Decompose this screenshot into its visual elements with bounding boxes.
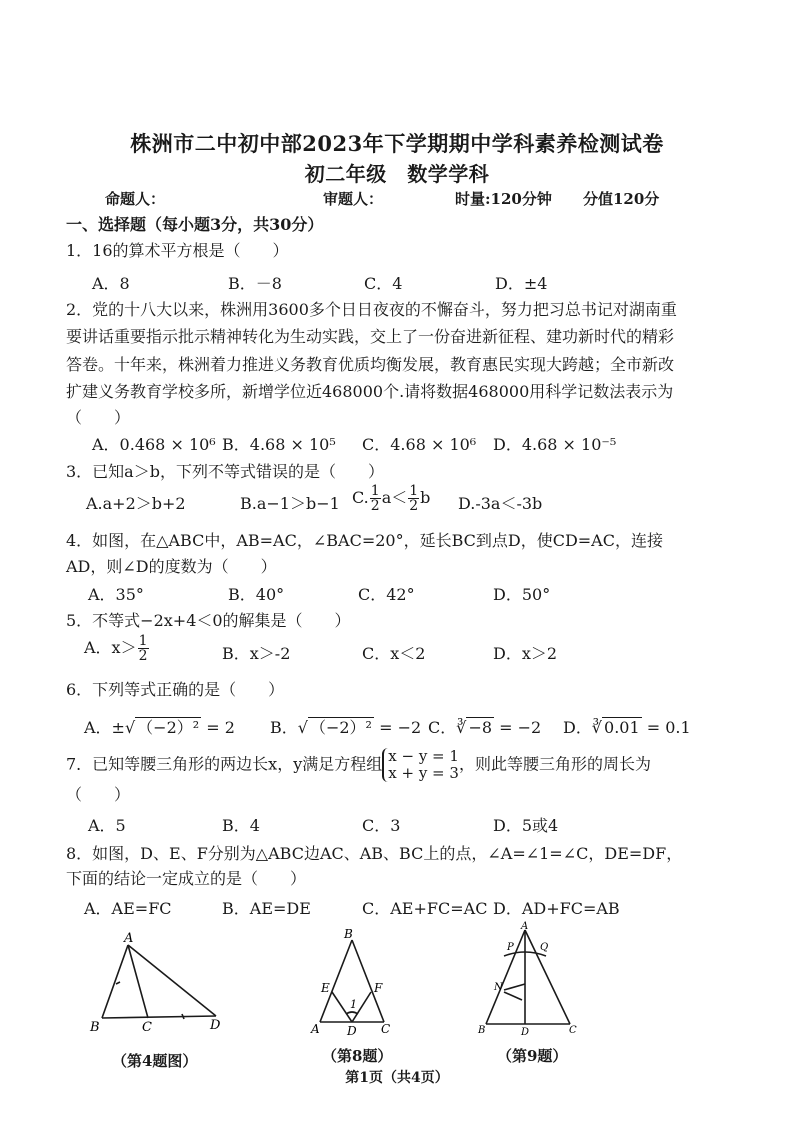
fig9-label-d: D <box>521 1027 530 1038</box>
fig4-base-bd <box>102 1016 216 1018</box>
fig9-label-b: B <box>478 1025 486 1036</box>
fig8-label-1: 1 <box>350 998 357 1011</box>
q1-option-d: D．±4 <box>495 274 548 293</box>
q6-stem: 6．下列等式正确的是（ ） <box>66 680 285 699</box>
fig4-caption: （第4题图） <box>112 1052 198 1070</box>
fig9-label-p: P <box>507 942 514 953</box>
fig8-label-d: D <box>347 1024 357 1037</box>
q7-option-d: D．5或4 <box>493 816 559 835</box>
fig4-side-ac <box>128 945 148 1018</box>
section-heading: 一、选择题（每小题3分，共30分） <box>66 215 324 234</box>
fig4-tick-cd <box>182 1014 184 1019</box>
q6-option-c: C．∛ −8 = −2 <box>428 718 542 737</box>
q3-option-d: D.-3a＜-3b <box>458 494 543 513</box>
fig4-label-a: A <box>124 931 134 946</box>
fig4-label-d: D <box>210 1018 221 1033</box>
fig9-label-n: N <box>494 982 503 993</box>
fig8-label-f: F <box>374 981 383 995</box>
fig8-label-b: B <box>344 927 353 941</box>
q4-option-d: D．50° <box>493 585 551 604</box>
proposer-label: 命题人： <box>105 190 166 208</box>
fig4-tick-ab <box>116 982 120 984</box>
q6-option-d: D．∛ 0.01 = 0.1 <box>563 718 691 737</box>
q6-option-b: B．√ （−2）² = −2 <box>270 718 422 737</box>
fig8-label-c: C <box>381 1022 391 1036</box>
q4-option-b: B．40° <box>228 585 285 604</box>
figure-q9 <box>474 920 584 1038</box>
q5-stem: 5．不等式−2x+4＜0的解集是（ ） <box>66 611 351 630</box>
fig9-construction-line <box>504 992 522 1000</box>
fig8-segment-de <box>332 992 352 1022</box>
fig9-caption: （第9题） <box>497 1047 568 1065</box>
q7-stem: 7．已知等腰三角形的两边长x，y满足方程组 x − y = 1 x + y = 3 ，则此等腰三角形的周长为 <box>66 747 651 782</box>
q4-option-a: A．35° <box>88 585 144 604</box>
score-label: 分值120分 <box>583 190 660 208</box>
q8-line-1: 8．如图，D、E、F分别为△ABC边AC、AB、BC上的点，∠A=∠1=∠C，DE=DF， <box>66 844 683 863</box>
fig9-segment-n <box>504 984 525 990</box>
q2-option-d: D．4.68 × 10⁻⁵ <box>493 435 617 454</box>
fig4-label-b: B <box>90 1020 100 1035</box>
q3-option-a: A.a+2＞b+2 <box>86 494 186 513</box>
q5-option-c: C．x＜2 <box>362 644 426 663</box>
q5-option-d: D．x＞2 <box>493 644 558 663</box>
page-footer: 第1页（共4页） <box>345 1070 449 1086</box>
q4-line-1: 4．如图，在△ABC中，AB=AC，∠BAC=20°，延长BC到点D，使CD=AC，连接 <box>66 531 663 550</box>
q2-line-5: （ ） <box>66 408 131 427</box>
exam-title: 株洲市二中初中部2023年下学期期中学科素养检测试卷 <box>130 131 664 156</box>
q1-stem: 1．16的算术平方根是（ ） <box>66 241 289 260</box>
fig8-label-a: A <box>311 1022 320 1036</box>
fig8-angle-1-arc <box>346 1012 358 1014</box>
q2-option-a: A．0.468 × 10⁶ <box>92 435 216 454</box>
q7-option-a: A．5 <box>88 816 126 835</box>
fig8-caption: （第8题） <box>322 1047 393 1065</box>
equation-system: x − y = 1 x + y = 3 <box>382 748 459 782</box>
q1-option-a: A．8 <box>92 274 130 293</box>
q2-line-2: 要讲话重要指示批示精神转化为生动实践，交上了一份奋进新征程、建功新时代的精彩 <box>66 327 675 346</box>
q8-option-b: B．AE=DE <box>222 899 311 918</box>
q3-option-b: B.a−1＞b−1 <box>240 494 340 513</box>
q2-line-3: 答卷。十年来，株洲着力推进义务教育优质均衡发展，教育惠民实现大跨越；全市新改 <box>66 355 675 374</box>
fig9-label-c: C <box>569 1025 577 1036</box>
q7-option-c: C．3 <box>362 816 401 835</box>
q7-line-2: （ ） <box>66 785 131 804</box>
q8-option-a: A．AE=FC <box>84 899 172 918</box>
fig9-side-ab <box>486 930 525 1024</box>
exam-subtitle: 初二年级 数学学科 <box>304 162 490 186</box>
time-label: 时量:120分钟 <box>455 190 552 208</box>
q4-line-2: AD，则∠D的度数为（ ） <box>66 557 277 576</box>
fig4-side-ab <box>102 945 128 1018</box>
q5-option-a: A．x＞ $\frac{1}{2}$ <box>84 633 148 664</box>
q7-option-b: B．4 <box>222 816 260 835</box>
q6-option-a: A．±√ （−2）² = 2 <box>84 718 235 737</box>
figure-q4 <box>86 930 236 1035</box>
q2-option-c: C．4.68 × 10⁶ <box>362 435 477 454</box>
q2-line-1: 2．党的十八大以来，株洲用3600多个日日夜夜的不懈奋斗，努力把习总书记对湖南重 <box>66 300 677 319</box>
reviewer-label: 审题人： <box>323 190 384 208</box>
fig8-label-e: E <box>321 981 330 995</box>
q1-option-c: C．4 <box>364 274 403 293</box>
q1-option-b: B．－8 <box>228 274 282 293</box>
fig9-label-a: A <box>521 921 529 932</box>
figure-q8 <box>308 922 398 1037</box>
q4-option-c: C．42° <box>358 585 415 604</box>
q5-option-b: B．x＞-2 <box>222 644 291 663</box>
q8-line-2: 下面的结论一定成立的是（ ） <box>66 869 307 888</box>
q8-option-d: D．AD+FC=AB <box>493 899 620 918</box>
q3-stem: 3．已知a＞b，下列不等式错误的是（ ） <box>66 462 384 481</box>
q2-option-b: B．4.68 × 10⁵ <box>222 435 336 454</box>
fig4-label-c: C <box>142 1020 152 1035</box>
fig4-segment-ad <box>128 945 216 1016</box>
fig9-label-q: Q <box>540 942 549 953</box>
q8-option-c: C．AE+FC=AC <box>362 899 488 918</box>
q3-option-c: C. $\frac{1}{2}$ a＜ $\frac{1}{2}$ b <box>352 483 431 514</box>
q2-line-4: 扩建义务教育学校多所，新增学位近468000个.请将数据468000用科学记数法表示为 <box>66 382 674 401</box>
